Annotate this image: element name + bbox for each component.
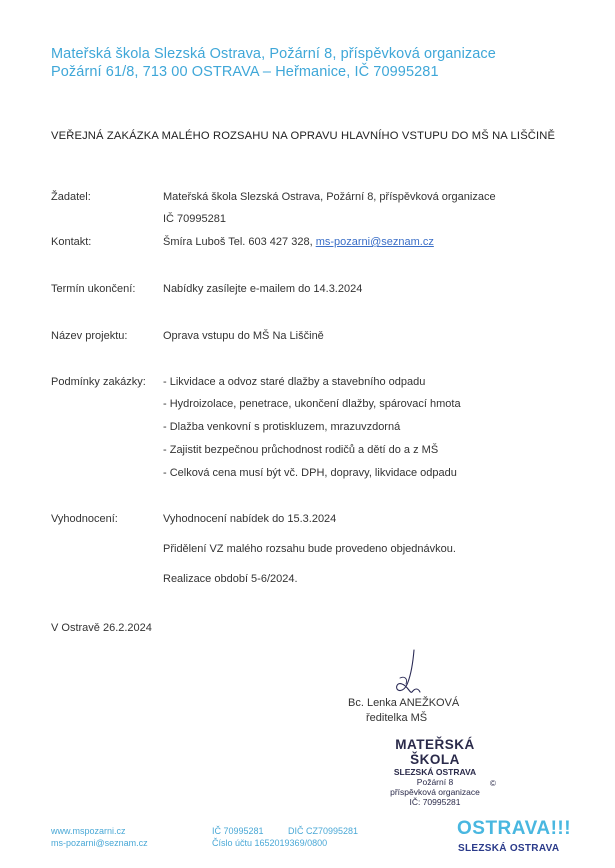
condition-item: - Likvidace a odvoz staré dlažby a stavebního odpadu	[163, 376, 426, 388]
contact-email-link[interactable]: ms-pozarni@seznam.cz	[315, 236, 434, 248]
footer-account: Číslo účtu 1652019369/0800	[212, 838, 328, 848]
deadline-label: Termín ukončení:	[51, 283, 136, 295]
stamp-mark-icon: ©	[490, 779, 496, 788]
contact-value	[163, 236, 434, 248]
letterhead-line-1: Mateřská škola Slezská Ostrava, Požární 8, příspěvková organizace	[51, 46, 496, 62]
evaluation-line: Vyhodnocení nabídek do 15.3.2024	[163, 513, 337, 525]
conditions-label: Podmínky zakázky:	[51, 376, 146, 388]
evaluation-line: Realizace období 5-6/2024.	[163, 573, 298, 585]
stamp-line: IČ: 70995281	[409, 797, 461, 807]
contact-label: Kontakt:	[51, 236, 92, 248]
applicant-label: Žadatel:	[51, 191, 91, 203]
footer-dic: DIČ CZ70995281	[288, 826, 359, 836]
applicant-value: Mateřská škola Slezská Ostrava, Požární 8, příspěvková organizace	[163, 191, 496, 203]
project-name-label: Název projektu:	[51, 330, 128, 342]
ostrava-brand-logo: OSTRAVA!!!	[457, 818, 572, 839]
contact-text: Šmíra Luboš Tel. 603 427 328,	[163, 236, 313, 248]
condition-item: - Zajistit bezpečnou průchodnost rodičů a dětí do a z MŠ	[163, 444, 439, 456]
footer-ic: IČ 70995281	[212, 826, 264, 836]
applicant-ic: IČ 70995281	[163, 213, 226, 225]
ostrava-brand-subtitle: SLEZSKÁ OSTRAVA	[458, 843, 560, 854]
condition-item: - Dlažba venkovní s protiskluzem, mrazuvzdorná	[163, 421, 401, 433]
condition-item: - Hydroizolace, penetrace, ukončení dlažby, spárovací hmota	[163, 398, 461, 410]
stamp-line: Požární 8	[416, 777, 454, 787]
handwritten-signature	[378, 648, 438, 700]
official-stamp	[370, 737, 500, 807]
footer-web[interactable]: www.mspozarni.cz	[51, 826, 126, 836]
document-title: VEŘEJNÁ ZAKÁZKA MALÉHO ROZSAHU NA OPRAVU HLAVNÍHO VSTUPU DO MŠ NA LIŠČINĚ	[51, 130, 556, 142]
deadline-value: Nabídky zasílejte e-mailem do 14.3.2024	[163, 283, 363, 295]
place-date: V Ostravě 26.2.2024	[51, 622, 152, 634]
footer-email[interactable]: ms-pozarni@seznam.cz	[51, 838, 148, 848]
signatory-name: Bc. Lenka ANEŽKOVÁ	[348, 697, 460, 709]
signatory-role: ředitelka MŠ	[366, 712, 428, 724]
condition-item: - Celková cena musí být vč. DPH, dopravy, likvidace odpadu	[163, 467, 457, 479]
evaluation-line: Přidělení VZ malého rozsahu bude provedeno objednávkou.	[163, 543, 456, 555]
project-name-value: Oprava vstupu do MŠ Na Liščině	[163, 330, 324, 342]
evaluation-label: Vyhodnocení:	[51, 513, 118, 525]
stamp-line: SLEZSKÁ OSTRAVA	[393, 767, 477, 777]
stamp-line: příspěvková organizace	[390, 787, 480, 797]
stamp-line: MATEŘSKÁ ŠKOLA	[395, 737, 475, 767]
letterhead-line-2: Požární 61/8, 713 00 OSTRAVA – Heřmanice, IČ 70995281	[51, 64, 439, 80]
